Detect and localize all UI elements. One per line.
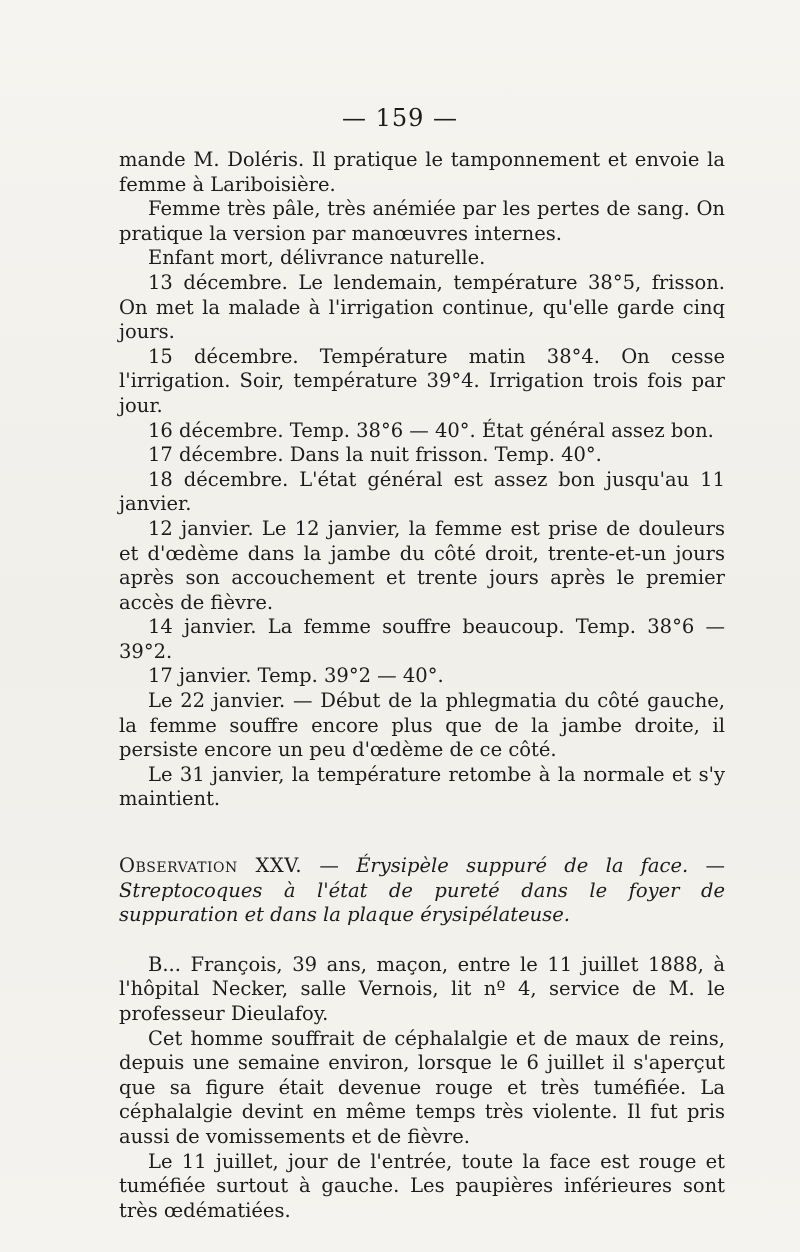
paragraph: B... François, 39 ans, maçon, entre le 11 juillet 1888, à l'hôpital Necker, salle Vernois, lit nº 4, service de M. le professeur Dieulafoy. xyxy=(119,952,725,1025)
observation-label: Observation XXV. xyxy=(119,854,303,878)
paragraph: Le 31 janvier, la température retombe à la normale et s'y maintient. xyxy=(119,762,725,811)
paragraph: 17 décembre. Dans la nuit frisson. Temp. 40°. xyxy=(148,443,602,467)
paragraph: 18 décembre. L'état général est assez bon jusqu'au 11 janvier. xyxy=(119,467,725,516)
paragraph: Cet homme souffrait de céphalalgie et de maux de reins, depuis une semaine environ, lorsque le 6 juillet il s'aperçut que sa figure était devenue rouge et très tuméfiée. La céphalalgie devint en même temps très violente. Il fut pris aussi de vomissements et de fièvre. xyxy=(119,1026,725,1148)
paragraph: Enfant mort, délivrance naturelle. xyxy=(148,246,486,270)
observation-dash: — xyxy=(302,854,357,878)
paragraph: Le 22 janvier. — Début de la phlegmatia du côté gauche, la femme souffre encore plus que de la jambe droite, il persiste encore un peu d'œdème de ce côté. xyxy=(119,689,725,762)
paragraph: 15 décembre. Température matin 38°4. On cesse l'irrigation. Soir, température 39°4. Irrigation trois fois par jour. xyxy=(119,344,725,417)
observation-title: Érysipèle suppuré de la face. xyxy=(356,854,689,878)
paragraph: mande M. Doléris. Il pratique le tamponnement et envoie la femme à Lariboisière. xyxy=(119,148,725,196)
paragraph: 17 janvier. Temp. 39°2 — 40°. xyxy=(148,664,444,688)
observation-subtitle: Streptocoques à l'état de pureté dans le foyer de suppuration et dans la plaque érysipélateuse. xyxy=(119,878,725,927)
section-spacer xyxy=(119,928,725,953)
page-number: — 159 — xyxy=(341,104,459,132)
paragraph: 16 décembre. Temp. 38°6 — 40°. État général assez bon. xyxy=(148,418,714,442)
observation-dash-2: — xyxy=(688,854,725,878)
page-body xyxy=(119,148,725,1223)
section-spacer xyxy=(119,812,725,854)
paragraph: 13 décembre. Le lendemain, température 38°5, frisson. On met la malade à l'irrigation continue, qu'elle garde cinq jours. xyxy=(119,270,725,344)
paragraph: Femme très pâle, très anémiée par les pertes de sang. On pratique la version par manœuvres internes. xyxy=(119,197,725,245)
paragraph: Le 11 juillet, jour de l'entrée, toute la face est rouge et tuméfiée surtout à gauche. Les paupières inférieures sont très œdématiées. xyxy=(119,1149,725,1222)
observation-heading xyxy=(119,854,725,928)
paragraph: 14 janvier. La femme souffre beaucoup. Temp. 38°6 — 39°2. xyxy=(119,615,725,663)
paragraph: 12 janvier. Le 12 janvier, la femme est prise de douleurs et d'œdème dans la jambe du côté droit, trente-et-un jours après son accouchement et trente jours après le premier accès de fièvre. xyxy=(119,516,725,614)
